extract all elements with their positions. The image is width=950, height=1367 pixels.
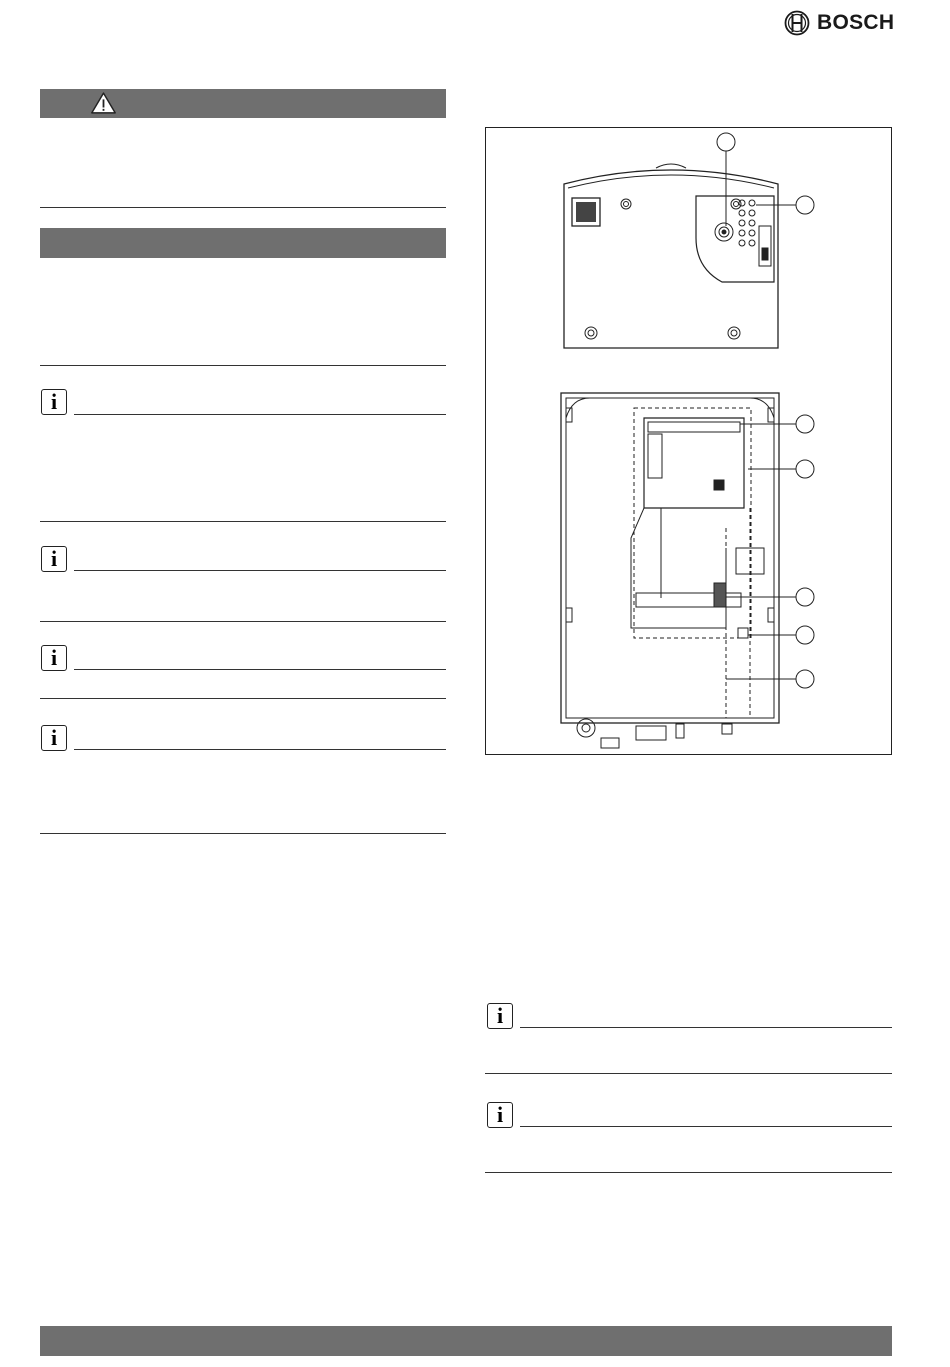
section-header-bar [40,228,446,258]
info-icon: i [41,725,67,751]
warning-triangle-icon [90,91,117,115]
notice-rule [520,1027,892,1028]
info-icon: i [41,645,67,671]
info-icon: i [487,1003,513,1029]
brand-name: BOSCH [817,11,895,34]
section-divider [40,621,446,622]
notice-rule [74,414,446,415]
notice-rule [74,669,446,670]
brand-logo [784,10,894,36]
section-divider [485,1073,892,1074]
section-divider [40,698,446,699]
info-icon: i [41,546,67,572]
section-divider [40,207,446,208]
notice-rule [74,749,446,750]
notice-rule [74,570,446,571]
notice-rule [520,1126,892,1127]
info-icon: i [487,1102,513,1128]
appliance-technical-drawing [486,128,891,754]
info-icon: i [41,389,67,415]
top-view-drawing [564,133,814,348]
section-divider [40,521,446,522]
figure-frame [485,127,892,755]
section-divider [40,833,446,834]
bosch-armature-icon [784,10,810,36]
section-divider [485,1172,892,1173]
footer-bar [40,1326,892,1356]
front-view-drawing [561,393,814,748]
warning-header-bar [40,89,446,118]
section-divider [40,365,446,366]
